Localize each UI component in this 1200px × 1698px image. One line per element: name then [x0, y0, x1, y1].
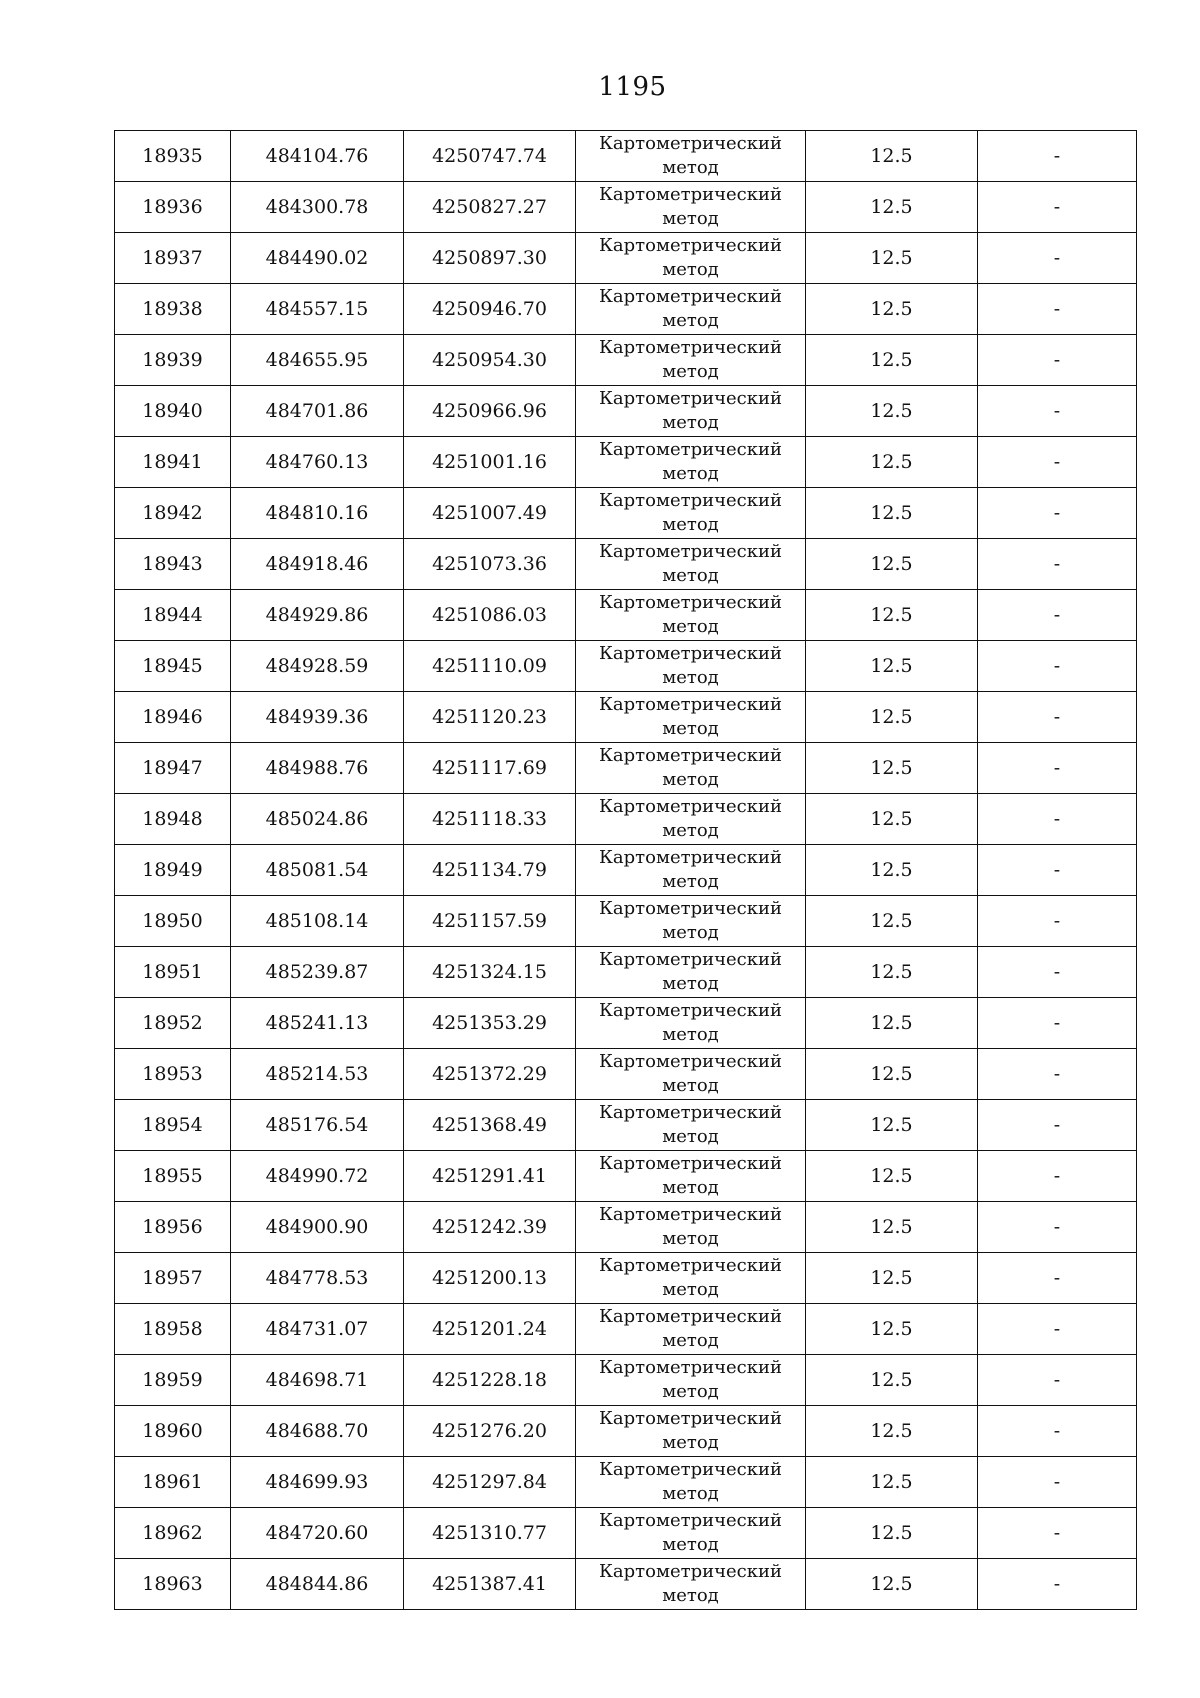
table-row	[115, 1406, 1137, 1457]
y-coordinate-cell: 4251228.18	[404, 1355, 576, 1406]
method-cell	[576, 845, 806, 896]
y-coordinate-cell: 4251134.79	[404, 845, 576, 896]
point-number-cell: 18962	[115, 1508, 231, 1559]
table-row	[115, 998, 1137, 1049]
accuracy-cell: 12.5	[806, 896, 978, 947]
method-text: Картометрический метод	[599, 745, 782, 790]
x-coordinate-cell: 485241.13	[231, 998, 404, 1049]
description-cell: -	[978, 998, 1137, 1049]
table-row	[115, 1457, 1137, 1508]
method-text: Картометрический метод	[599, 898, 782, 943]
accuracy-cell: 12.5	[806, 1049, 978, 1100]
x-coordinate-cell: 484990.72	[231, 1151, 404, 1202]
method-text: Картометрический метод	[599, 1255, 782, 1300]
accuracy-cell: 12.5	[806, 845, 978, 896]
accuracy-cell: 12.5	[806, 947, 978, 998]
method-cell	[576, 1355, 806, 1406]
description-cell: -	[978, 794, 1137, 845]
accuracy-cell: 12.5	[806, 692, 978, 743]
accuracy-cell: 12.5	[806, 335, 978, 386]
description-cell: -	[978, 1304, 1137, 1355]
description-cell: -	[978, 1508, 1137, 1559]
point-number-cell: 18959	[115, 1355, 231, 1406]
description-cell: -	[978, 1049, 1137, 1100]
x-coordinate-cell: 484104.76	[231, 131, 404, 182]
x-coordinate-cell: 484900.90	[231, 1202, 404, 1253]
description-cell: -	[978, 182, 1137, 233]
y-coordinate-cell: 4251368.49	[404, 1100, 576, 1151]
x-coordinate-cell: 484720.60	[231, 1508, 404, 1559]
table-row	[115, 1253, 1137, 1304]
x-coordinate-cell: 484490.02	[231, 233, 404, 284]
method-cell	[576, 896, 806, 947]
method-cell	[576, 1100, 806, 1151]
method-cell	[576, 1253, 806, 1304]
accuracy-cell: 12.5	[806, 1202, 978, 1253]
method-text: Картометрический метод	[599, 694, 782, 739]
method-cell	[576, 284, 806, 335]
method-text: Картометрический метод	[599, 388, 782, 433]
accuracy-cell: 12.5	[806, 1304, 978, 1355]
point-number-cell: 18960	[115, 1406, 231, 1457]
table-row	[115, 947, 1137, 998]
method-text: Картометрический метод	[599, 796, 782, 841]
accuracy-cell: 12.5	[806, 488, 978, 539]
accuracy-cell: 12.5	[806, 233, 978, 284]
y-coordinate-cell: 4251276.20	[404, 1406, 576, 1457]
coordinates-table-body	[115, 131, 1137, 1610]
table-row	[115, 284, 1137, 335]
point-number-cell: 18946	[115, 692, 231, 743]
table-row	[115, 386, 1137, 437]
x-coordinate-cell: 484939.36	[231, 692, 404, 743]
method-text: Картометрический метод	[599, 1408, 782, 1453]
method-text: Картометрический метод	[599, 235, 782, 280]
y-coordinate-cell: 4251110.09	[404, 641, 576, 692]
table-row	[115, 641, 1137, 692]
y-coordinate-cell: 4250966.96	[404, 386, 576, 437]
y-coordinate-cell: 4251086.03	[404, 590, 576, 641]
accuracy-cell: 12.5	[806, 182, 978, 233]
accuracy-cell: 12.5	[806, 437, 978, 488]
table-row	[115, 437, 1137, 488]
method-text: Картометрический метод	[599, 1561, 782, 1606]
x-coordinate-cell: 484701.86	[231, 386, 404, 437]
accuracy-cell: 12.5	[806, 1559, 978, 1610]
method-text: Картометрический метод	[599, 133, 782, 178]
point-number-cell: 18941	[115, 437, 231, 488]
accuracy-cell: 12.5	[806, 590, 978, 641]
method-text: Картометрический метод	[599, 1000, 782, 1045]
description-cell: -	[978, 692, 1137, 743]
x-coordinate-cell: 485239.87	[231, 947, 404, 998]
description-cell: -	[978, 1253, 1137, 1304]
x-coordinate-cell: 484699.93	[231, 1457, 404, 1508]
y-coordinate-cell: 4251200.13	[404, 1253, 576, 1304]
method-cell	[576, 1202, 806, 1253]
x-coordinate-cell: 484688.70	[231, 1406, 404, 1457]
method-cell	[576, 998, 806, 1049]
y-coordinate-cell: 4251242.39	[404, 1202, 576, 1253]
x-coordinate-cell: 484928.59	[231, 641, 404, 692]
table-row	[115, 1049, 1137, 1100]
y-coordinate-cell: 4250897.30	[404, 233, 576, 284]
point-number-cell: 18938	[115, 284, 231, 335]
accuracy-cell: 12.5	[806, 1355, 978, 1406]
accuracy-cell: 12.5	[806, 1406, 978, 1457]
method-text: Картометрический метод	[599, 541, 782, 586]
description-cell: -	[978, 386, 1137, 437]
method-text: Картометрический метод	[599, 286, 782, 331]
description-cell: -	[978, 1406, 1137, 1457]
point-number-cell: 18939	[115, 335, 231, 386]
table-row	[115, 1151, 1137, 1202]
table-row	[115, 743, 1137, 794]
x-coordinate-cell: 485214.53	[231, 1049, 404, 1100]
method-cell	[576, 1304, 806, 1355]
x-coordinate-cell: 484929.86	[231, 590, 404, 641]
method-cell	[576, 743, 806, 794]
table-row	[115, 335, 1137, 386]
accuracy-cell: 12.5	[806, 539, 978, 590]
method-text: Картометрический метод	[599, 1204, 782, 1249]
table-row	[115, 1304, 1137, 1355]
x-coordinate-cell: 485108.14	[231, 896, 404, 947]
x-coordinate-cell: 484760.13	[231, 437, 404, 488]
x-coordinate-cell: 485176.54	[231, 1100, 404, 1151]
y-coordinate-cell: 4250946.70	[404, 284, 576, 335]
point-number-cell: 18951	[115, 947, 231, 998]
accuracy-cell: 12.5	[806, 1508, 978, 1559]
accuracy-cell: 12.5	[806, 794, 978, 845]
description-cell: -	[978, 335, 1137, 386]
method-text: Картометрический метод	[599, 490, 782, 535]
description-cell: -	[978, 1202, 1137, 1253]
y-coordinate-cell: 4251387.41	[404, 1559, 576, 1610]
page-number: 1195	[598, 72, 667, 102]
table-row	[115, 794, 1137, 845]
description-cell: -	[978, 539, 1137, 590]
y-coordinate-cell: 4250954.30	[404, 335, 576, 386]
x-coordinate-cell: 485081.54	[231, 845, 404, 896]
accuracy-cell: 12.5	[806, 1151, 978, 1202]
y-coordinate-cell: 4251297.84	[404, 1457, 576, 1508]
description-cell: -	[978, 284, 1137, 335]
method-text: Картометрический метод	[599, 1306, 782, 1351]
description-cell: -	[978, 1151, 1137, 1202]
accuracy-cell: 12.5	[806, 131, 978, 182]
point-number-cell: 18952	[115, 998, 231, 1049]
point-number-cell: 18953	[115, 1049, 231, 1100]
point-number-cell: 18943	[115, 539, 231, 590]
method-text: Картометрический метод	[599, 1102, 782, 1147]
accuracy-cell: 12.5	[806, 1457, 978, 1508]
method-text: Картометрический метод	[599, 1459, 782, 1504]
method-cell	[576, 335, 806, 386]
method-cell	[576, 1049, 806, 1100]
description-cell: -	[978, 1355, 1137, 1406]
table-row	[115, 182, 1137, 233]
x-coordinate-cell: 484918.46	[231, 539, 404, 590]
description-cell: -	[978, 641, 1137, 692]
point-number-cell: 18955	[115, 1151, 231, 1202]
accuracy-cell: 12.5	[806, 1100, 978, 1151]
description-cell: -	[978, 1100, 1137, 1151]
method-text: Картометрический метод	[599, 1153, 782, 1198]
point-number-cell: 18961	[115, 1457, 231, 1508]
description-cell: -	[978, 131, 1137, 182]
y-coordinate-cell: 4251310.77	[404, 1508, 576, 1559]
description-cell: -	[978, 845, 1137, 896]
x-coordinate-cell: 484988.76	[231, 743, 404, 794]
description-cell: -	[978, 437, 1137, 488]
method-cell	[576, 692, 806, 743]
y-coordinate-cell: 4251353.29	[404, 998, 576, 1049]
table-row	[115, 539, 1137, 590]
point-number-cell: 18957	[115, 1253, 231, 1304]
method-cell	[576, 590, 806, 641]
description-cell: -	[978, 743, 1137, 794]
accuracy-cell: 12.5	[806, 743, 978, 794]
method-cell	[576, 794, 806, 845]
description-cell: -	[978, 488, 1137, 539]
y-coordinate-cell: 4251120.23	[404, 692, 576, 743]
point-number-cell: 18945	[115, 641, 231, 692]
x-coordinate-cell: 484778.53	[231, 1253, 404, 1304]
y-coordinate-cell: 4251291.41	[404, 1151, 576, 1202]
point-number-cell: 18936	[115, 182, 231, 233]
table-row	[115, 1559, 1137, 1610]
table-row	[115, 692, 1137, 743]
point-number-cell: 18942	[115, 488, 231, 539]
table-row	[115, 1355, 1137, 1406]
table-row	[115, 845, 1137, 896]
description-cell: -	[978, 1457, 1137, 1508]
table-row	[115, 1508, 1137, 1559]
accuracy-cell: 12.5	[806, 641, 978, 692]
method-cell	[576, 947, 806, 998]
method-text: Картометрический метод	[599, 439, 782, 484]
method-text: Картометрический метод	[599, 847, 782, 892]
x-coordinate-cell: 484731.07	[231, 1304, 404, 1355]
method-cell	[576, 386, 806, 437]
point-number-cell: 18940	[115, 386, 231, 437]
method-cell	[576, 488, 806, 539]
y-coordinate-cell: 4251117.69	[404, 743, 576, 794]
method-cell	[576, 131, 806, 182]
table-row	[115, 896, 1137, 947]
method-cell	[576, 1559, 806, 1610]
coordinates-table	[114, 130, 1137, 1610]
point-number-cell: 18948	[115, 794, 231, 845]
accuracy-cell: 12.5	[806, 998, 978, 1049]
point-number-cell: 18963	[115, 1559, 231, 1610]
y-coordinate-cell: 4251201.24	[404, 1304, 576, 1355]
method-text: Картометрический метод	[599, 184, 782, 229]
table-row	[115, 233, 1137, 284]
method-cell	[576, 641, 806, 692]
x-coordinate-cell: 484655.95	[231, 335, 404, 386]
point-number-cell: 18947	[115, 743, 231, 794]
accuracy-cell: 12.5	[806, 1253, 978, 1304]
y-coordinate-cell: 4251118.33	[404, 794, 576, 845]
point-number-cell: 18944	[115, 590, 231, 641]
table-row	[115, 1202, 1137, 1253]
point-number-cell: 18958	[115, 1304, 231, 1355]
description-cell: -	[978, 233, 1137, 284]
y-coordinate-cell: 4251073.36	[404, 539, 576, 590]
y-coordinate-cell: 4250747.74	[404, 131, 576, 182]
method-cell	[576, 1508, 806, 1559]
y-coordinate-cell: 4251007.49	[404, 488, 576, 539]
point-number-cell: 18956	[115, 1202, 231, 1253]
x-coordinate-cell: 484844.86	[231, 1559, 404, 1610]
description-cell: -	[978, 947, 1137, 998]
accuracy-cell: 12.5	[806, 386, 978, 437]
y-coordinate-cell: 4251001.16	[404, 437, 576, 488]
y-coordinate-cell: 4251372.29	[404, 1049, 576, 1100]
method-cell	[576, 539, 806, 590]
table-row	[115, 488, 1137, 539]
point-number-cell: 18954	[115, 1100, 231, 1151]
point-number-cell: 18949	[115, 845, 231, 896]
table-row	[115, 1100, 1137, 1151]
method-text: Картометрический метод	[599, 643, 782, 688]
point-number-cell: 18937	[115, 233, 231, 284]
method-cell	[576, 1406, 806, 1457]
method-text: Картометрический метод	[599, 1510, 782, 1555]
x-coordinate-cell: 484300.78	[231, 182, 404, 233]
method-cell	[576, 233, 806, 284]
method-cell	[576, 437, 806, 488]
x-coordinate-cell: 484698.71	[231, 1355, 404, 1406]
description-cell: -	[978, 590, 1137, 641]
y-coordinate-cell: 4251324.15	[404, 947, 576, 998]
y-coordinate-cell: 4250827.27	[404, 182, 576, 233]
accuracy-cell: 12.5	[806, 284, 978, 335]
y-coordinate-cell: 4251157.59	[404, 896, 576, 947]
x-coordinate-cell: 485024.86	[231, 794, 404, 845]
method-text: Картометрический метод	[599, 1051, 782, 1096]
table-row	[115, 590, 1137, 641]
table-row	[115, 131, 1137, 182]
method-text: Картометрический метод	[599, 949, 782, 994]
method-text: Картометрический метод	[599, 1357, 782, 1402]
point-number-cell: 18950	[115, 896, 231, 947]
x-coordinate-cell: 484557.15	[231, 284, 404, 335]
method-text: Картометрический метод	[599, 592, 782, 637]
method-cell	[576, 1457, 806, 1508]
method-cell	[576, 1151, 806, 1202]
point-number-cell: 18935	[115, 131, 231, 182]
x-coordinate-cell: 484810.16	[231, 488, 404, 539]
method-text: Картометрический метод	[599, 337, 782, 382]
method-cell	[576, 182, 806, 233]
description-cell: -	[978, 896, 1137, 947]
description-cell: -	[978, 1559, 1137, 1610]
